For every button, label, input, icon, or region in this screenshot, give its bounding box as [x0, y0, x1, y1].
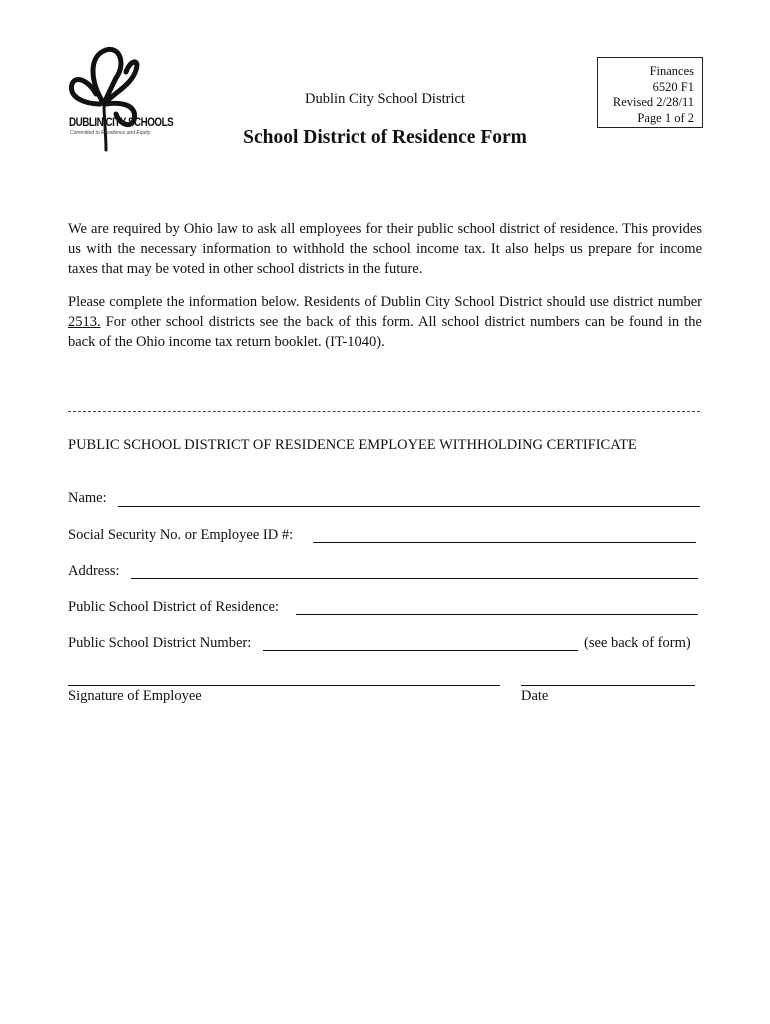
instructions-paragraph [68, 292, 702, 352]
signature-field[interactable] [68, 685, 500, 686]
district-number-note: (see back of form) [584, 635, 691, 651]
district-name: Dublin City School District [305, 91, 465, 107]
district-residence-label: Public School District of Residence: [68, 599, 280, 615]
certificate-heading: PUBLIC SCHOOL DISTRICT OF RESIDENCE EMPLOYEE WITHHOLDING CERTIFICATE [68, 437, 637, 453]
ssn-field[interactable] [313, 542, 696, 543]
district-residence-field[interactable] [296, 614, 698, 615]
logo-tagline: Committed to Excellence and Equity [70, 130, 151, 136]
logo-wordmark: DUBLIN CITY SCHOOLS [69, 115, 174, 129]
date-field[interactable] [521, 685, 695, 686]
cut-line-divider [68, 411, 700, 412]
name-label: Name: [68, 490, 107, 506]
address-field[interactable] [131, 578, 698, 579]
dublin-district-number: 2513. [68, 314, 101, 330]
instructions-text-start: Please complete the information below. Residents of Dublin City School District should use district number [68, 294, 702, 310]
instructions-text-end: For other school districts see the back of this form. All school district numbers can be found in the back of the Ohio income tax return booklet. (IT-1040). [68, 314, 702, 350]
address-label: Address: [68, 563, 120, 579]
info-line-page: Page 1 of 2 [637, 110, 694, 125]
info-line-revised: Revised 2/28/11 [612, 95, 694, 109]
intro-paragraph: We are required by Ohio law to ask all employees for their public school district of residence. This provides us with the necessary information to withhold the school income tax. It also helps us prepare for income taxes that may be voted in other school districts in the future. [68, 221, 702, 277]
date-label: Date [521, 688, 549, 704]
name-field[interactable] [118, 506, 700, 507]
signature-label: Signature of Employee [68, 688, 202, 704]
page-title: School District of Residence Form [243, 127, 527, 148]
info-line-finances: Finances [649, 64, 694, 78]
ssn-label: Social Security No. or Employee ID #: [68, 527, 294, 543]
info-line-code: 6520 F1 [652, 79, 694, 94]
district-number-label: Public School District Number: [68, 635, 252, 651]
district-number-field[interactable] [263, 650, 578, 651]
